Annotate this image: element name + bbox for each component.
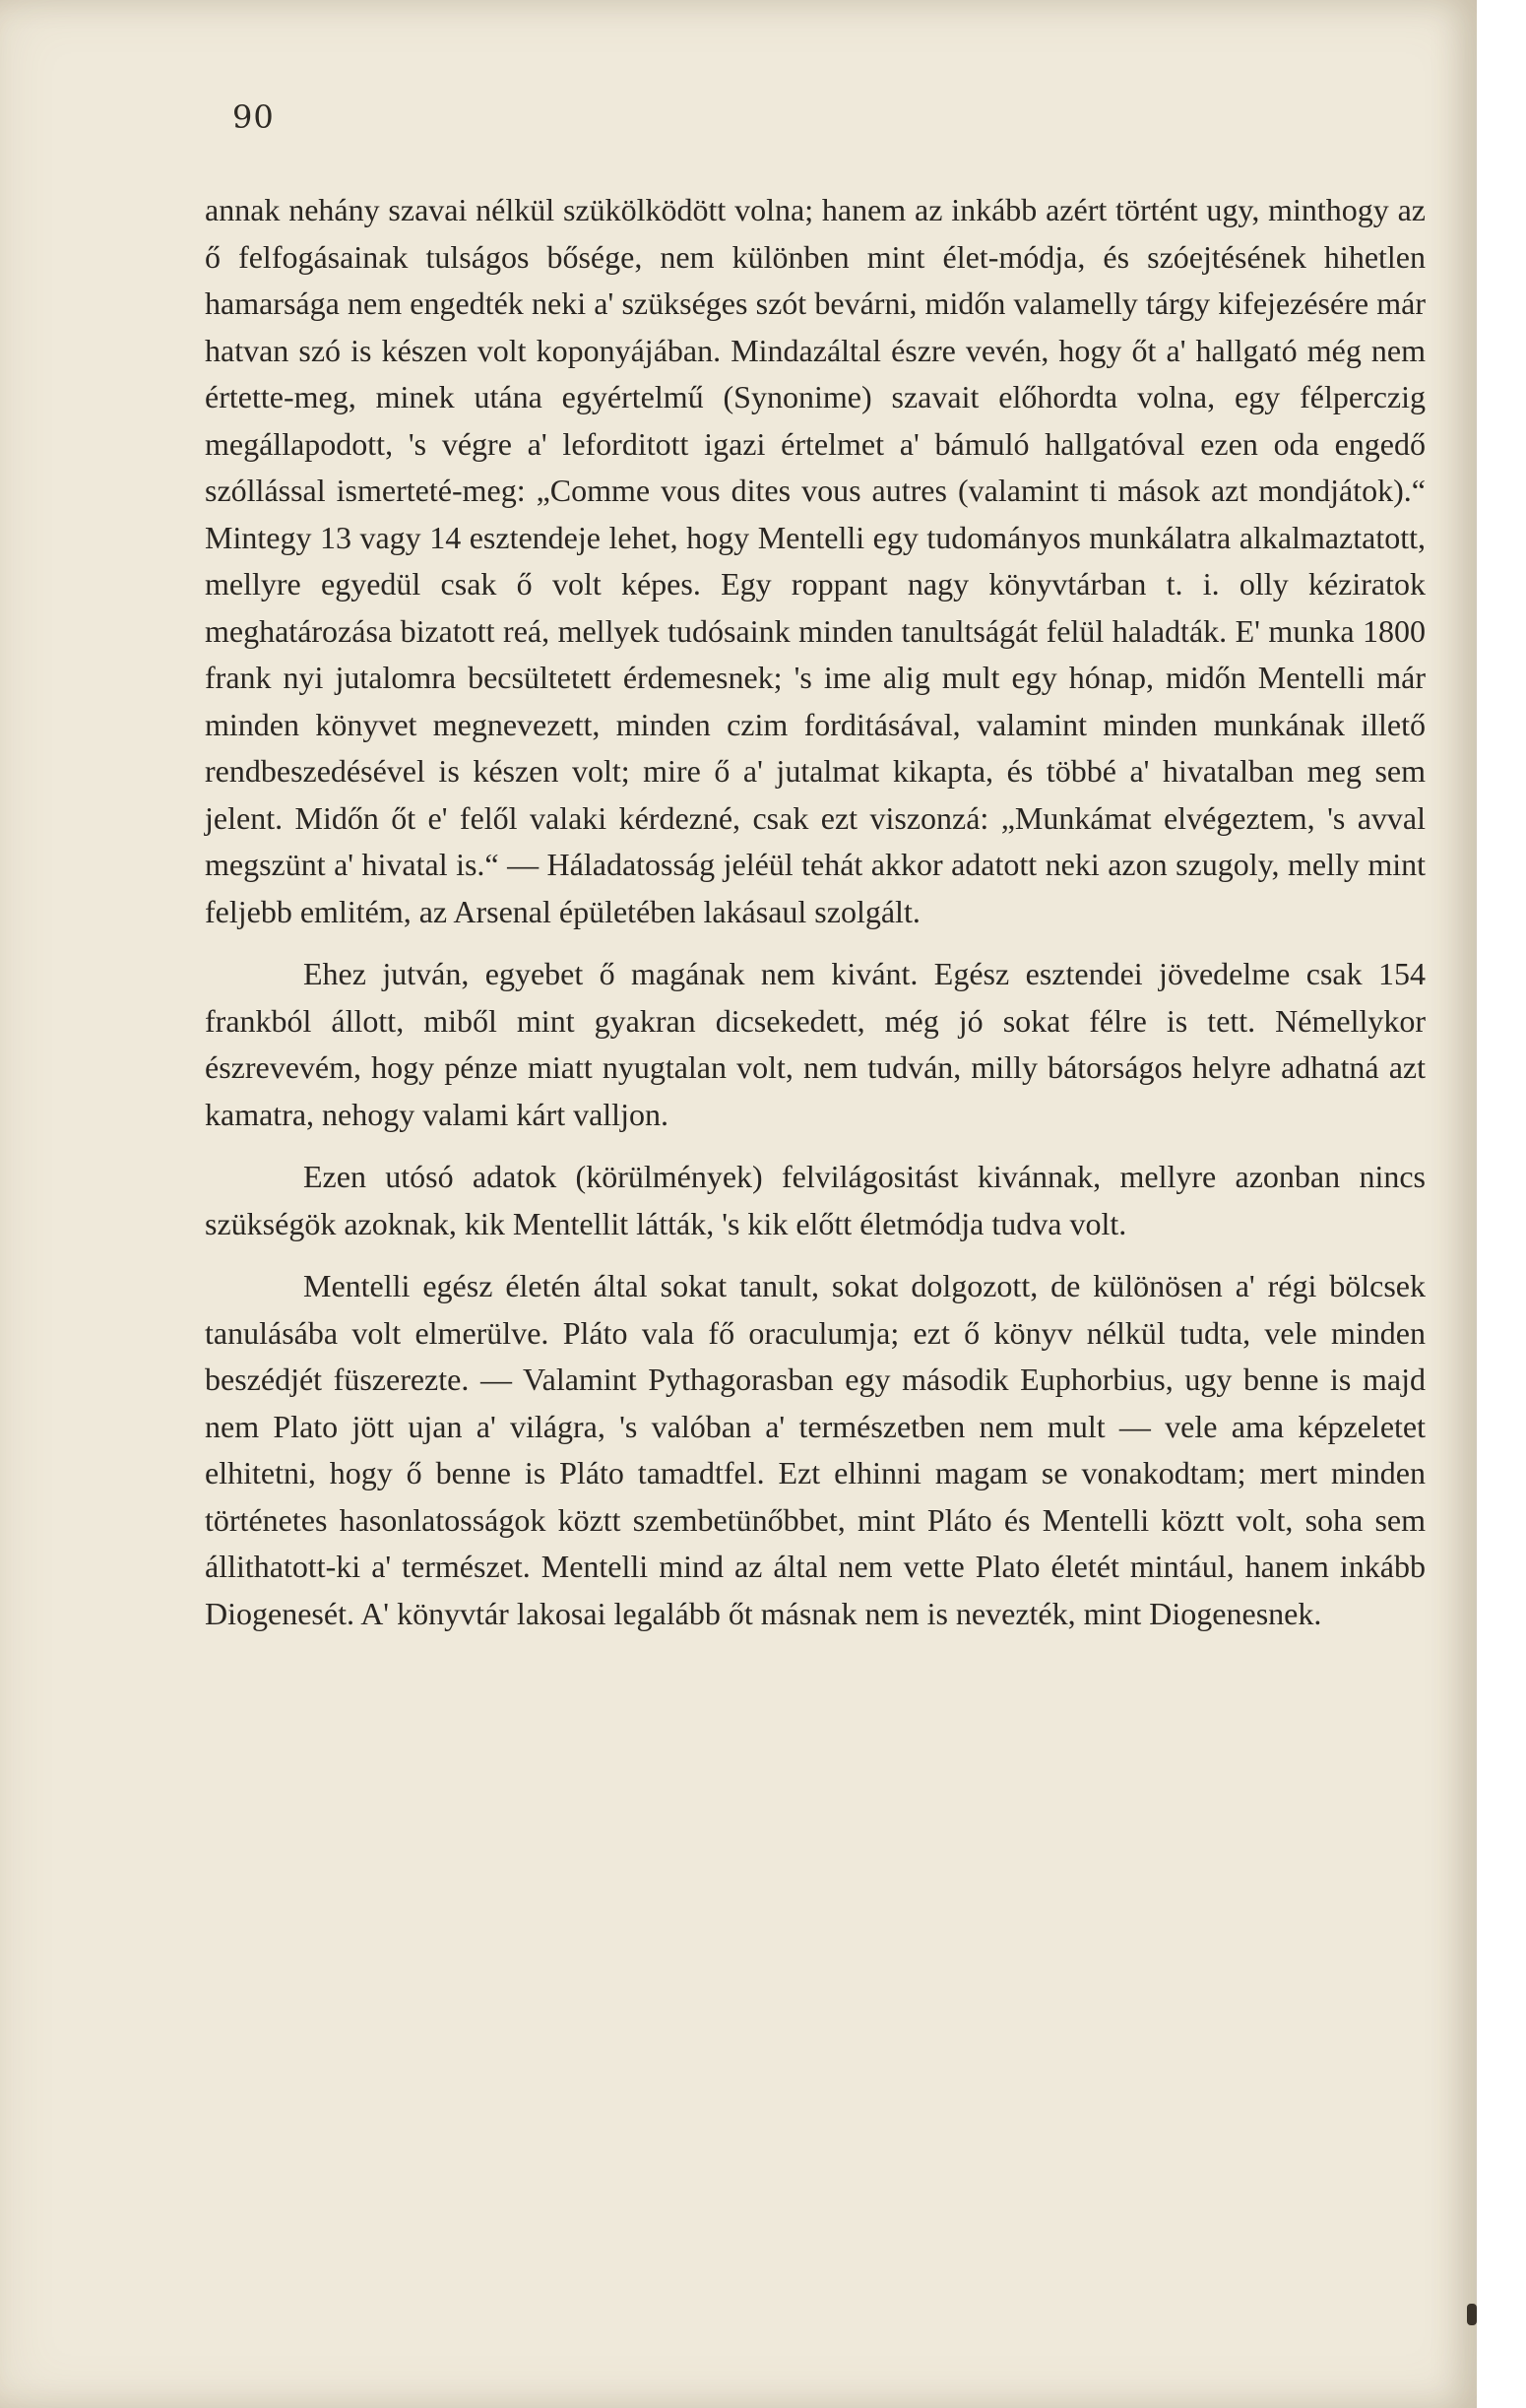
paragraph-4: Mentelli egész életén által sokat tanult, sokat dolgozott, de különösen a' régi bölcsek tanulásába volt elmerülve. Pláto vala fő oraculumja; ezt ő könyv nélkül tudta, vele minden beszédjét füszerezte. — Valamint Pythagorasban egy második Euphorbius, ugy benne is majd nem Plato jött ujan a' világra, 's valóban a' természetben nem mult — vele ama képzeletet elhitetni, hogy ő benne is Pláto tamadtfel. Ezt elhinni magam se vonakodtam; mert minden történetes hasonlatosságok köztt szembetünőbbet, mint Pláto és Mentelli köztt volt, soha sem állithatott-ki a' természet. Mentelli mind az által nem vette Plato életét mintául, hanem inkább Diogenesét. A' könyvtár lakosai legalább őt másnak nem is nevezték, mint Diogenesnek. (205, 1268, 1426, 1631)
paragraph-3: Ezen utósó adatok (körülmények) felvilágositást kivánnak, mellyre azonban nincs szükségök azoknak, kik Mentellit látták, 's kik előtt életmódja tudva volt. (205, 1159, 1426, 1241)
body-text (205, 187, 1426, 1637)
paragraph-2: Ehez jutván, egyebet ő magának nem kivánt. Egész esztendei jövedelme csak 154 frankból állott, miből mint gyakran dicsekedett, még jó sokat félre is tett. Némellykor észrevevém, hogy pénze miatt nyugtalan volt, nem tudván, milly bátorságos helyre adhatná azt kamatra, nehogy valami kárt valljon. (205, 956, 1426, 1132)
paragraph-1: annak nehány szavai nélkül szükölködött volna; hanem az inkább azért történt ugy, minthogy az ő felfogásainak tulságos bősége, nem különben mint élet-módja, és szóejtésének hihetlen hamarsága nem engedték neki a' szükséges szót bevárni, midőn valamelly tárgy kifejezésére már hatvan szó is készen volt koponyájában. Mindazáltal észre vevén, hogy őt a' hallgató még nem értette-meg, minek utána egyértelmű (Synonime) szavait előhordta volna, egy félperczig megállapodott, 's végre a' leforditott igazi értelmet a' bámuló hallgatóval ezen oda engedő szóllással ismerteté-meg: „Comme vous dites vous autres (valamint ti mások azt mondjátok).“ Mintegy 13 vagy 14 esztendeje lehet, hogy Mentelli egy tudományos munkálatra alkalmaztatott, mellyre egyedül csak ő volt képes. Egy roppant nagy könyvtárban t. i. olly kéziratok meghatározása bizatott reá, mellyek tudósaink minden tanultságát felül haladták. E' munka 1800 frank nyi jutalomra becsültetett érdemesnek; 's ime alig mult egy hónap, midőn Mentelli már minden könyvet megnevezett, minden czim forditásával, valamint minden munkának illető rendbeszedésével is készen volt; mire ő a' jutalmat kikapta, és többé a' hivatalban meg sem jelent. Midőn őt e' felől valaki kérdezné, csak ezt viszonzá: „Munkámat elvégeztem, 's avval megszünt a' hivatal is.“ — Háladatosság jeléül tehát akkor adatott neki azon szugoly, melly mint feljebb emlitém, az Arsenal épületében lakásaul szolgált. (205, 192, 1426, 929)
page-number: 90 (232, 98, 275, 136)
ink-speck-mark (1467, 2304, 1477, 2325)
